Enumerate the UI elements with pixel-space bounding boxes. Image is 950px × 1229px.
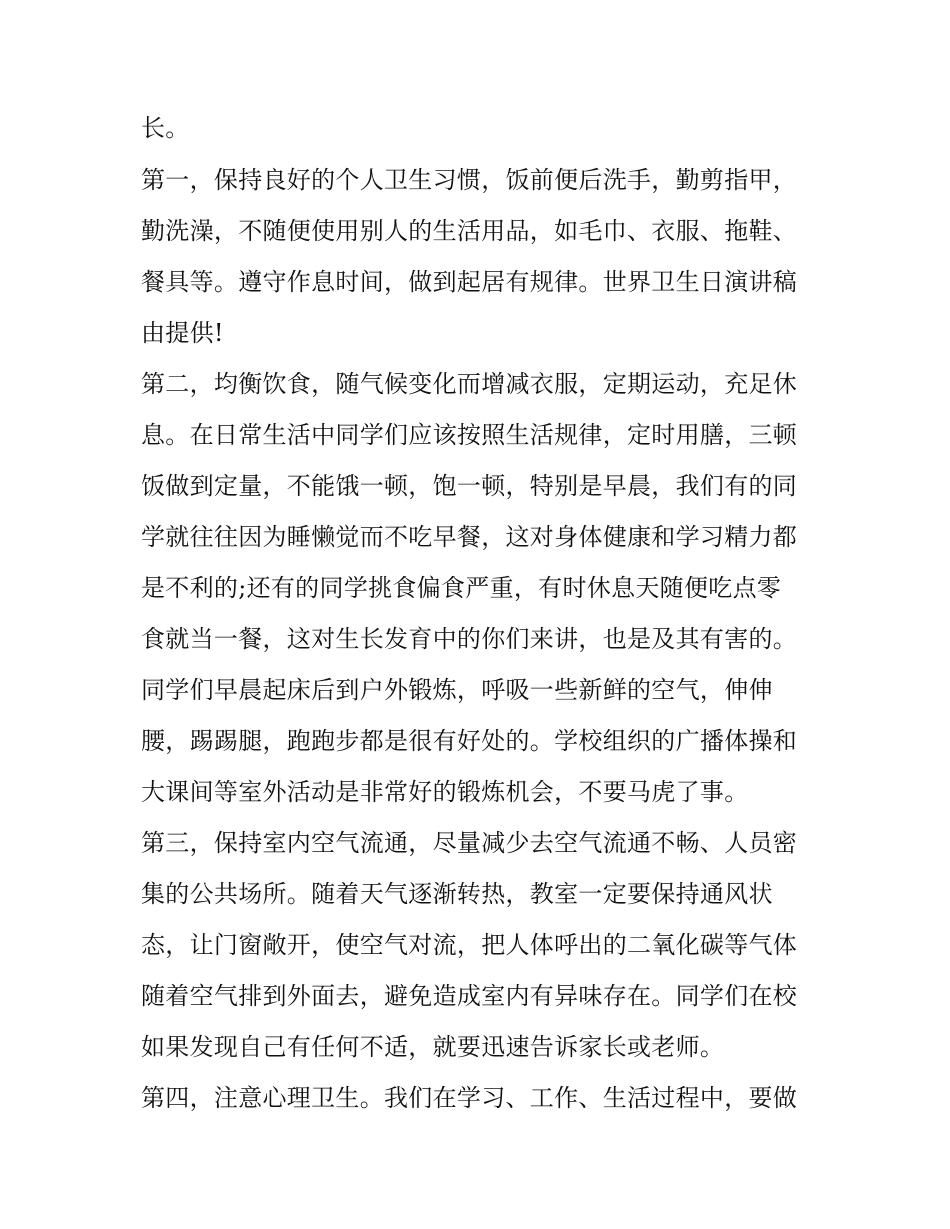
text-line: 食就当一餐，这对生长发育中的你们来讲，也是及其有害的。	[141, 625, 798, 653]
text-line: 第四，注意心理卫生。我们在学习、工作、生活过程中，要做	[141, 1084, 798, 1112]
text-line: 同学们早晨起床后到户外锻炼，呼吸一些新鲜的空气，伸伸	[141, 676, 773, 704]
text-line: 息。在日常生活中同学们应该按照生活规律，定时用膳，三顿	[141, 421, 798, 449]
text-line: 腰，踢踢腿，跑跑步都是很有好处的。学校组织的广播体操和	[141, 727, 798, 755]
text-line: 学就往往因为睡懒觉而不吃早餐，这对身体健康和学习精力都	[141, 523, 798, 551]
text-line: 态，让门窗敞开，使空气对流，把人体呼出的二氧化碳等气体	[141, 931, 798, 959]
text-line: 集的公共场所。随着天气逐渐转热，教室一定要保持通风状	[141, 880, 773, 908]
text-line: 由提供!	[141, 319, 224, 347]
text-line: 是不利的;还有的同学挑食偏食严重，有时休息天随便吃点零	[141, 574, 782, 602]
text-line: 第二，均衡饮食，随气候变化而增减衣服，定期运动，充足休	[141, 370, 798, 398]
text-line: 饭做到定量，不能饿一顿，饱一顿，特别是早晨，我们有的同	[141, 472, 798, 500]
text-line: 长。	[141, 114, 190, 142]
text-line: 勤洗澡，不随便使用别人的生活用品，如毛巾、衣服、拖鞋、	[141, 217, 798, 245]
text-line: 第一，保持良好的个人卫生习惯，饭前便后洗手，勤剪指甲，	[141, 166, 798, 194]
text-line: 餐具等。遵守作息时间，做到起居有规律。世界卫生日演讲稿	[141, 268, 798, 296]
text-line: 第三，保持室内空气流通，尽量减少去空气流通不畅、人员密	[141, 829, 798, 857]
text-line: 随着空气排到外面去，避免造成室内有异味存在。同学们在校	[141, 982, 798, 1010]
text-line: 如果发现自己有任何不适，就要迅速告诉家长或老师。	[141, 1033, 725, 1061]
text-line: 大课间等室外活动是非常好的锻炼机会，不要马虎了事。	[141, 778, 749, 806]
